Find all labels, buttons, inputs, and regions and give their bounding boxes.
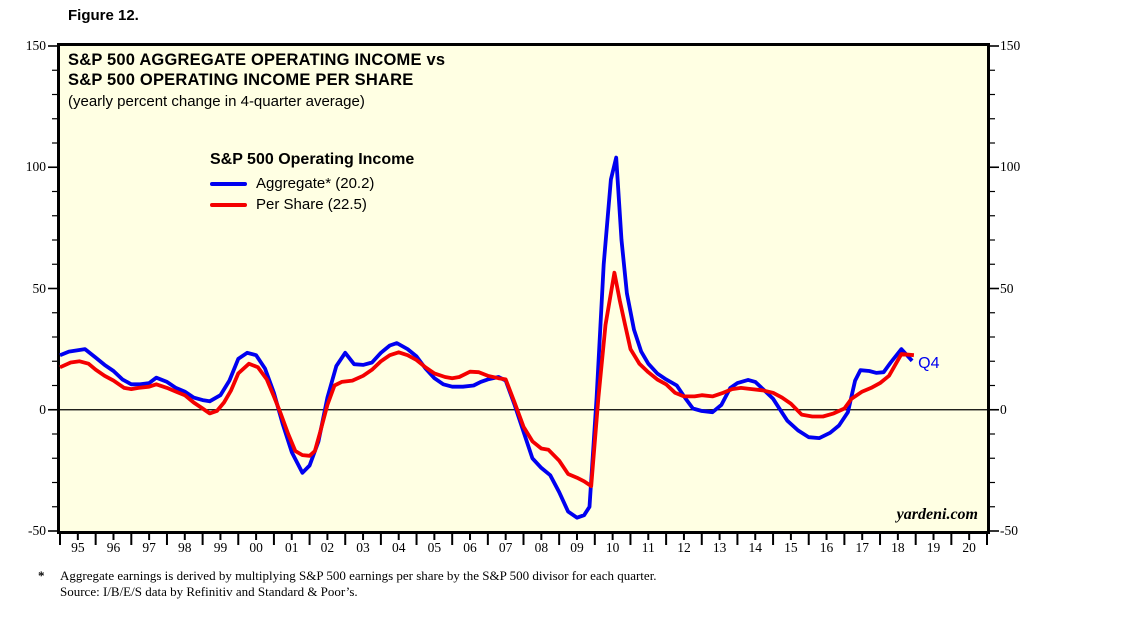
y-axis-label-right: 100	[1000, 159, 1021, 175]
legend-item-per-share	[210, 194, 414, 215]
footnote-asterisk: *	[38, 568, 45, 583]
per-share-line-swatch	[210, 203, 247, 207]
y-axis-label-left: 100	[25, 159, 46, 175]
legend-label-aggregate: Aggregate* (20.2)	[256, 175, 375, 192]
x-axis-year-label: 20	[962, 540, 976, 555]
x-axis-year-label: 11	[641, 540, 655, 555]
x-axis-year-label: 13	[712, 540, 727, 555]
x-axis-year-label: 09	[570, 540, 584, 555]
x-axis-year-label: 18	[891, 540, 905, 555]
y-axis-label-left: 50	[32, 280, 46, 296]
x-axis-year-label: 00	[249, 540, 263, 555]
x-axis-year-label: 12	[677, 540, 691, 555]
x-axis-year-label: 14	[748, 540, 762, 555]
legend-item-aggregate	[210, 173, 414, 194]
footnote-line2: Source: I/B/E/S data by Refinitiv and Standard & Poor’s.	[60, 584, 358, 599]
legend-heading: S&P 500 Operating Income	[210, 151, 415, 168]
x-axis-year-label: 19	[926, 540, 941, 555]
y-axis-label-left: 150	[25, 38, 46, 53]
y-axis-label-left: 0	[39, 401, 46, 417]
footnote	[38, 568, 657, 600]
footnote-text	[60, 568, 657, 600]
x-axis-year-label: 08	[534, 540, 549, 555]
y-axis-label-right: 150	[1000, 38, 1021, 53]
plot-area	[57, 43, 990, 534]
aggregate-line-swatch	[210, 182, 247, 186]
x-axis-year-label: 98	[178, 540, 192, 555]
x-axis-year-label: 96	[106, 540, 121, 555]
chart-title-line2: S&P 500 OPERATING INCOME PER SHARE	[68, 71, 414, 89]
x-axis-year-label: 07	[498, 540, 513, 555]
x-axis-year-label: 01	[285, 540, 299, 555]
chart-title-line1: S&P 500 AGGREGATE OPERATING INCOME vs	[68, 51, 446, 69]
x-axis-year-label: 03	[356, 540, 370, 555]
x-axis-year-label: 95	[71, 540, 85, 555]
x-axis-year-label: 99	[213, 540, 228, 555]
x-axis-year-label: 06	[463, 540, 477, 555]
legend-label-per-share: Per Share (22.5)	[256, 196, 367, 213]
watermark-text: yardeni.com	[896, 506, 978, 523]
y-axis-label-right: 50	[1000, 280, 1014, 296]
x-axis-year-label: 17	[855, 540, 869, 555]
x-axis-year-label: 02	[320, 540, 335, 555]
y-axis-label-right: -50	[1000, 523, 1018, 538]
latest-quarter-annotation: Q4	[918, 354, 940, 372]
x-axis-year-label: 15	[784, 540, 798, 555]
y-axis-label-right: 0	[1000, 401, 1007, 417]
legend	[210, 151, 414, 215]
x-axis-year-label: 05	[427, 540, 442, 555]
chart-subtitle: (yearly percent change in 4-quarter average)	[68, 93, 365, 110]
y-axis-label-left: -50	[28, 523, 46, 538]
x-axis-year-label: 10	[605, 540, 620, 555]
x-axis-year-label: 97	[142, 540, 156, 555]
figure-number-label: Figure 12.	[68, 7, 139, 24]
x-axis-year-label: 04	[391, 540, 406, 555]
chart-title-block	[68, 50, 445, 110]
x-axis-year-label: 16	[819, 540, 834, 555]
footnote-line1: Aggregate earnings is derived by multiplying S&P 500 earnings per share by the S&P 500 divisor for each quarter.	[60, 568, 657, 583]
